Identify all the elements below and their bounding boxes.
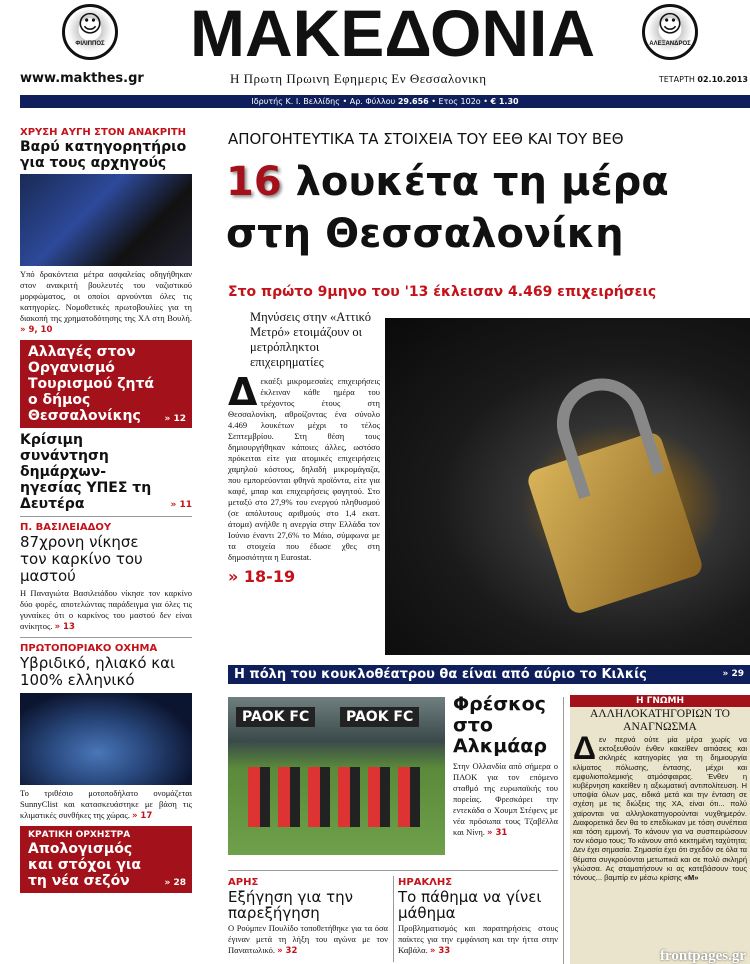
page-ref: » 28 [164, 878, 186, 888]
photo-vehicle [20, 693, 192, 785]
body-text: Το τριθέσιο μοτοποδήλατο ονομάζεται SunnyClist και κατασκευάστηκε με βάση τις κλιματικές συνθήκες της χώρας. [20, 788, 192, 820]
opinion-body: εν περνά ούτε μία μέρα χωρίς να εκτοξευθούν ένθεν κακείθεν αιτιάσεις και σκληρές κατηγορίες για τη δημιουργία κλίματος πόλωσης, έντασης, μέχρι και εμφυλιοπολεμικής ατμόσφαιρας. Ένθεν η κυβέρνηση κακείθεν η αξιωματική αντιπολίτευση. Η υποψία όλων μας, ειδικά μετά και την ένταση σε σχέση με τις διώξεις της ΧΑ, είναι ότι... πολύ χαίρονται να αλληλοκατηγορούνται νυχθημερόν. Διαφορετικά δεν θα το επεδίωκαν με τόση συνέπεια και τόση εμμονή. Το κάνουν για να συσπειρώσουν τον κόσμο τους; Το κάνουν από κεκτημένη ταχύτητα; Δεν έχει σημασία. Σημασία έχει ότι σχεδόν σε όλα τα θέματα συγκρούονται μετωπικά και σε πολύ σκληρή γλώσσα. Ας σταματήσουν κι ας κατεβάσουν τους τόνους... βαμπίρ εν μέσω κρίσης [573, 735, 747, 883]
page-ref: » 11 [170, 500, 192, 510]
date-value: 02.10.2013 [697, 75, 748, 84]
motto: Η Πρωτη Πρωινη Εφημερις Εν Θεσσαλονικη [230, 71, 487, 86]
masthead-logo: ΜΑΚΕΔΟΝΙΑ [190, 0, 595, 70]
article-mayors[interactable] [20, 432, 192, 512]
page-ref: » 12 [164, 414, 186, 424]
main-page-ref[interactable]: » 18-19 [228, 567, 296, 586]
coin-left-label: ΦΙΛΙΠΠΟΣ [75, 41, 105, 47]
coin-alexandros-logo [642, 4, 698, 60]
main-kicker: ΑΠΟΓΟΗΤΕΥΤΙΚΑ ΤΑ ΣΤΟΙΧΕΙΑ ΤΟΥ ΕΕΘ ΚΑΙ ΤΟΥ ΒΕΘ [228, 130, 624, 148]
coin-philippos-logo [62, 4, 118, 60]
page-ref: » 9, 10 [20, 325, 53, 335]
opinion-column[interactable] [570, 695, 750, 964]
year-info: • Ετος 102ο • [431, 97, 488, 106]
body-text: Υπό δρακόντεια μέτρα ασφαλείας οδηγήθηκαν στον ανακριτή βουλευτές του ναζιστικού μορφώματος, οι οποίοι αρνούνται όλες τις κατηγορίες. Νομοθετικές πρωτοβουλίες για τη διακοπή της χρηματοδότησης της ΧΑ στη Βουλή. [20, 269, 192, 323]
article-vehicle[interactable] [20, 642, 192, 822]
main-left-column [228, 310, 380, 586]
article-golden-dawn[interactable] [20, 126, 192, 336]
divider [563, 697, 564, 964]
players [248, 767, 428, 827]
main-headline[interactable] [226, 156, 748, 260]
article-orchestra[interactable] [20, 826, 192, 893]
photo-padlock [385, 318, 750, 655]
paok-banner: PAOK FC [340, 707, 419, 727]
coin-right-label: ΑΛΕΞΑΝΔΡΟΣ [649, 41, 691, 47]
page-ref: » 13 [54, 622, 75, 632]
headline: Εξήγηση για την παρεξήγηση [228, 888, 354, 922]
headline: Υβριδικό, ηλιακό και 100% ελληνικό [20, 654, 176, 689]
founder-info: Ιδρυτής Κ. Ι. Βελλίδης • Αρ. Φύλλου [251, 97, 396, 106]
dropcap: Δ [228, 370, 258, 414]
info-bar [20, 95, 750, 108]
body-text: εκαέξι μικρομεσαίες επιχειρήσεις έκλειναν κάθε ημέρα του τρέχοντος έτους στη Θεσσαλονίκη, αθροίζοντας ένα σύνολο 4.469 λουκέτων μέχρι το τέλος Σεπτεμβρίου. Στη θέση τους δημιουργήθηκαν κάποιες άλλες, ωστόσο πρόκειται είτε για ατομικές επιχειρήσεις χαμηλού κόστους, δηλαδή μικρομάγαζα, που εμπορεύονται φθηνά προϊόντα, είτε για καφέ, μπαρ και επιχειρήσεις φαγητού. Στο μεταξύ στο 27,9% του ενεργού πληθυσμού (σε απόλυτους αριθμούς στο 1,4 εκατ. άτομα) ανήλθε η ανεργία στην Ελλάδα τον Ιούνιο έναντι 27,6% το Μάιο, σύμφωνα με τα στοιχεία που έδωσε χθες στη δημοσιότητα η Eurostat. [228, 376, 380, 562]
article-cancer[interactable] [20, 521, 192, 633]
page-ref: » 31 [487, 828, 508, 838]
kicker: ΧΡΥΣΗ ΑΥΓΗ ΣΤΟΝ ΑΝΑΚΡΙΤΗ [20, 127, 187, 138]
headline-line2: στη Θεσσαλονίκη [226, 211, 624, 257]
banner-kilkis[interactable] [228, 665, 750, 684]
website-url[interactable]: www.makthes.gr [20, 71, 144, 86]
divider [393, 876, 394, 962]
headline: 87χρονη νίκησε τον καρκίνο του μαστού [20, 533, 143, 585]
paok-banner: PAOK FC [236, 707, 315, 727]
headline: Το πάθημα να γίνει μάθημα [398, 888, 542, 922]
page-ref: » 33 [429, 946, 451, 956]
main-subhead: Στο πρώτο 9μηνο του '13 έκλεισαν 4.469 επιχειρήσεις [228, 284, 657, 300]
kicker: Π. ΒΑΣΙΛΕΙΑΔΟΥ [20, 522, 112, 533]
issue-number: 29.656 [397, 97, 429, 106]
page-ref: » 17 [131, 811, 153, 821]
body-text: Η Παναγιώτα Βασιλειάδου νίκησε τον καρκίνο δύο φορές, αποτελώντας παράδειγμα για όλες τις γυναίκες ότι ο καρκίνος του μαστού δεν είναι ανίκητος. [20, 588, 192, 631]
article-iraklis[interactable] [398, 876, 558, 957]
opinion-title: ΑΛΛΗΛΟΚΑΤΗΓΟΡΙΩΝ ΤΟ ΑΝΑΓΝΩΣΜΑ [590, 708, 730, 733]
photo-arrest [20, 174, 192, 266]
body-text: Στην Ολλανδία από σήμερα ο ΠΑΟΚ για τον επόμενο σταθμό της ευρωπαϊκής του πορείας. Φρεσκάρει την εντεκάδα ο Χουμπ Στέφενς με νέα πρόσωπα τους Τζαβέλλα και Νίνη. [453, 761, 558, 837]
body-text: Προβληματισμός και παρατηρήσεις στους παίκτες για την εμφάνιση και την ήττα στην Καβάλα. [398, 923, 558, 955]
headline: Αλλαγές στον Οργανισμό Τουρισμού ζητά ο δήμος Θεσσαλονίκης [28, 344, 155, 424]
watermark: frontpages.gr [660, 948, 746, 964]
headline: Φρέσκος στο Αλκμάαρ [453, 693, 547, 757]
kicker: ΠΡΩΤΟΠΟΡΙΑΚΟ ΟΧΗΜΑ [20, 643, 158, 654]
article-paok[interactable] [453, 694, 558, 839]
side-headline[interactable]: Μηνύσεις στην «Αττικό Μετρό» ετοιμάζουν οι μετρόπληκτοι επιχειρηματίες [250, 310, 371, 369]
kicker: ΗΡΑΚΛΗΣ [398, 877, 453, 888]
philippos-head-icon: ☺ [77, 10, 103, 38]
article-tourism[interactable] [20, 340, 192, 428]
kicker: ΑΡΗΣ [228, 877, 259, 888]
opinion-label: Η ΓΝΩΜΗ [570, 695, 750, 707]
photo-paok [228, 697, 445, 855]
dropcap: Δ [573, 730, 596, 766]
day: ΤΕΤΑΡΤΗ [658, 75, 695, 84]
alexandros-head-icon: ☺ [657, 10, 683, 38]
body-text: Ο Ρούμπεν Πουλίδο τοποθετήθηκε για τα όσα έγιναν μετά τη λήξη του αγώνα με τον Παναιτωλικό. [228, 923, 388, 955]
page-ref: » 29 [722, 669, 744, 679]
kicker: ΚΡΑΤΙΚΗ ΟΡΧΗΣΤΡΑ [28, 830, 131, 840]
price: € 1.30 [490, 97, 519, 106]
headline: Βαρύ κατηγορητήριο για τους αρχηγούς [20, 139, 187, 171]
article-aris[interactable] [228, 876, 388, 957]
main-body [228, 370, 380, 563]
date [659, 75, 748, 84]
divider [20, 516, 192, 517]
headline: Απολογισμός και στόχοι για τη νέα σεζόν [28, 841, 141, 889]
divider [20, 637, 192, 638]
headline: Κρίσιμη συνάντηση δημάρχων-ηγεσίας ΥΠΕΣ τη Δευτέρα [20, 432, 152, 512]
divider [228, 870, 558, 871]
left-column [20, 126, 192, 893]
signature: «Μ» [683, 873, 699, 883]
page-ref: » 32 [277, 946, 298, 956]
headline-line1: λουκέτα τη μέρα [295, 159, 669, 205]
banner-text: Η πόλη του κουκλοθέατρου θα είναι από αύριο το Κιλκίς [234, 667, 647, 682]
headline-number: 16 [226, 159, 282, 205]
